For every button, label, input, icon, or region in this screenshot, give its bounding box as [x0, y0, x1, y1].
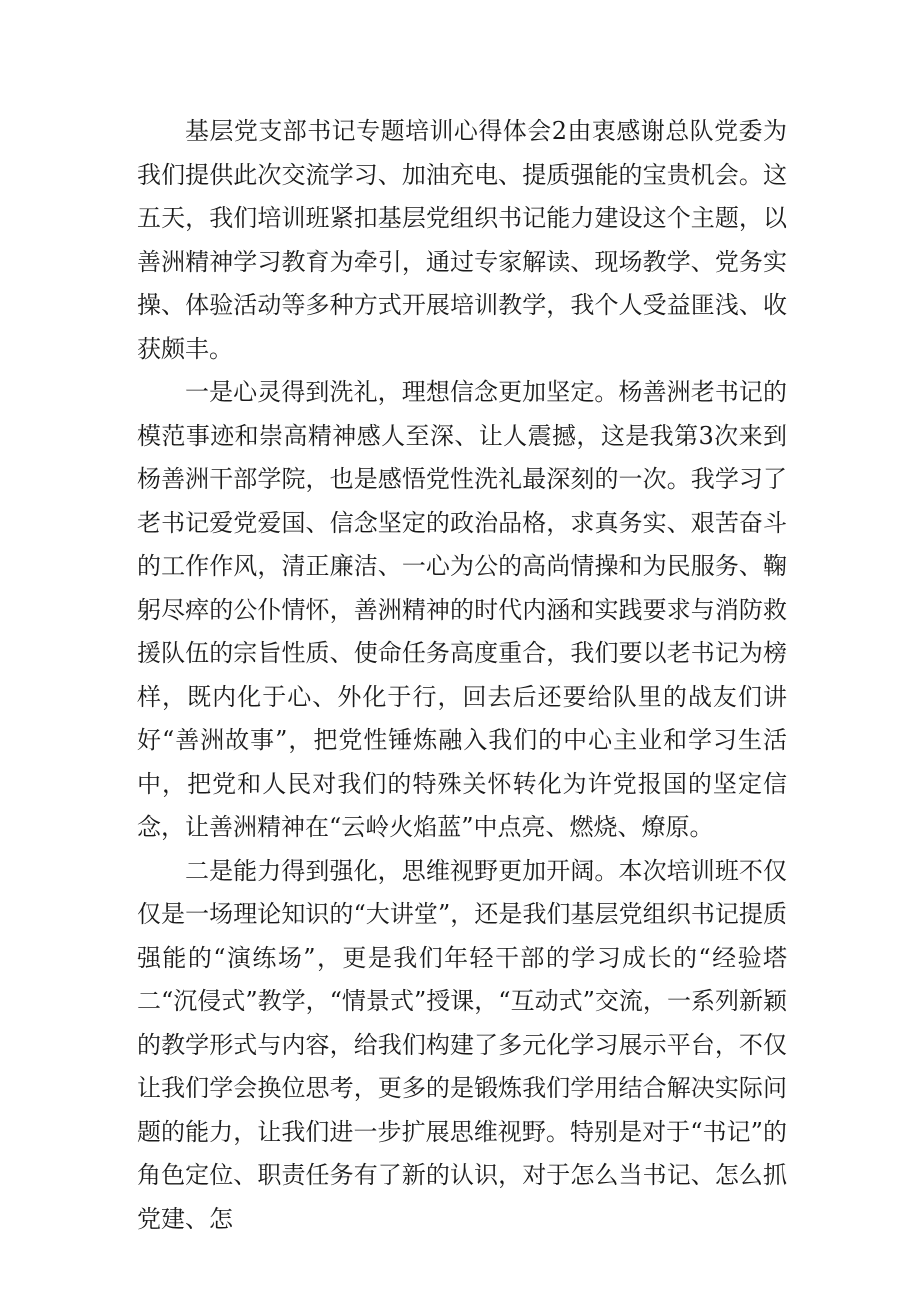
paragraph-point-two: 二是能力得到强化，思维视野更加开阔。本次培训班不仅仅是一场理论知识的“大讲堂”，还是我们基层党组织书记提质强能的“演练场”，更是我们年轻干部的学习成长的“经验塔二“沉侵式”教学，“情景式”授课，“互动式”交流，一系列新颖的教学形式与内容，给我们构建了多元化学习展示平台，不仅让我们学会换位思考，更多的是锻炼我们学用结合解决实际问题的能力，让我们进一步扩展思维视野。特别是对于“书记”的角色定位、职责任务有了新的认识，对于怎么当书记、怎么抓党建、怎	[137, 856, 787, 1233]
paragraph-point-one: 一是心灵得到洗礼，理想信念更加坚定。杨善洲老书记的模范事迹和崇高精神感人至深、让人震撼，这是我第3次来到杨善洲干部学院，也是感悟党性洗礼最深刻的一次。我学习了老书记爱党爱国、信念坚定的政治品格，求真务实、艰苦奋斗的工作作风，清正廉洁、一心为公的高尚情操和为民服务、鞠躬尽瘁的公仆情怀，善洲精神的时代内涵和实践要求与消防救援队伍的宗旨性质、使命任务高度重合，我们要以老书记为榜样，既内化于心、外化于行，回去后还要给队里的战友们讲好“善洲故事”，把党性锤炼融入我们的中心主业和学习生活中，把党和人民对我们的特殊关怀转化为许党报国的坚定信念，让善洲精神在“云岭火焰蓝”中点亮、燃烧、燎原。	[137, 378, 787, 841]
document-body	[137, 110, 787, 1241]
paragraph-intro: 基层党支部书记专题培训心得体会2由衷感谢总队党委为我们提供此次交流学习、加油充电、提质强能的宝贵机会。这五天，我们培训班紧扣基层党组织书记能力建设这个主题，以善洲精神学习教育为牵引，通过专家解读、现场教学、党务实操、体验活动等多种方式开展培训教学，我个人受益匪浅、收获颇丰。	[137, 117, 787, 363]
